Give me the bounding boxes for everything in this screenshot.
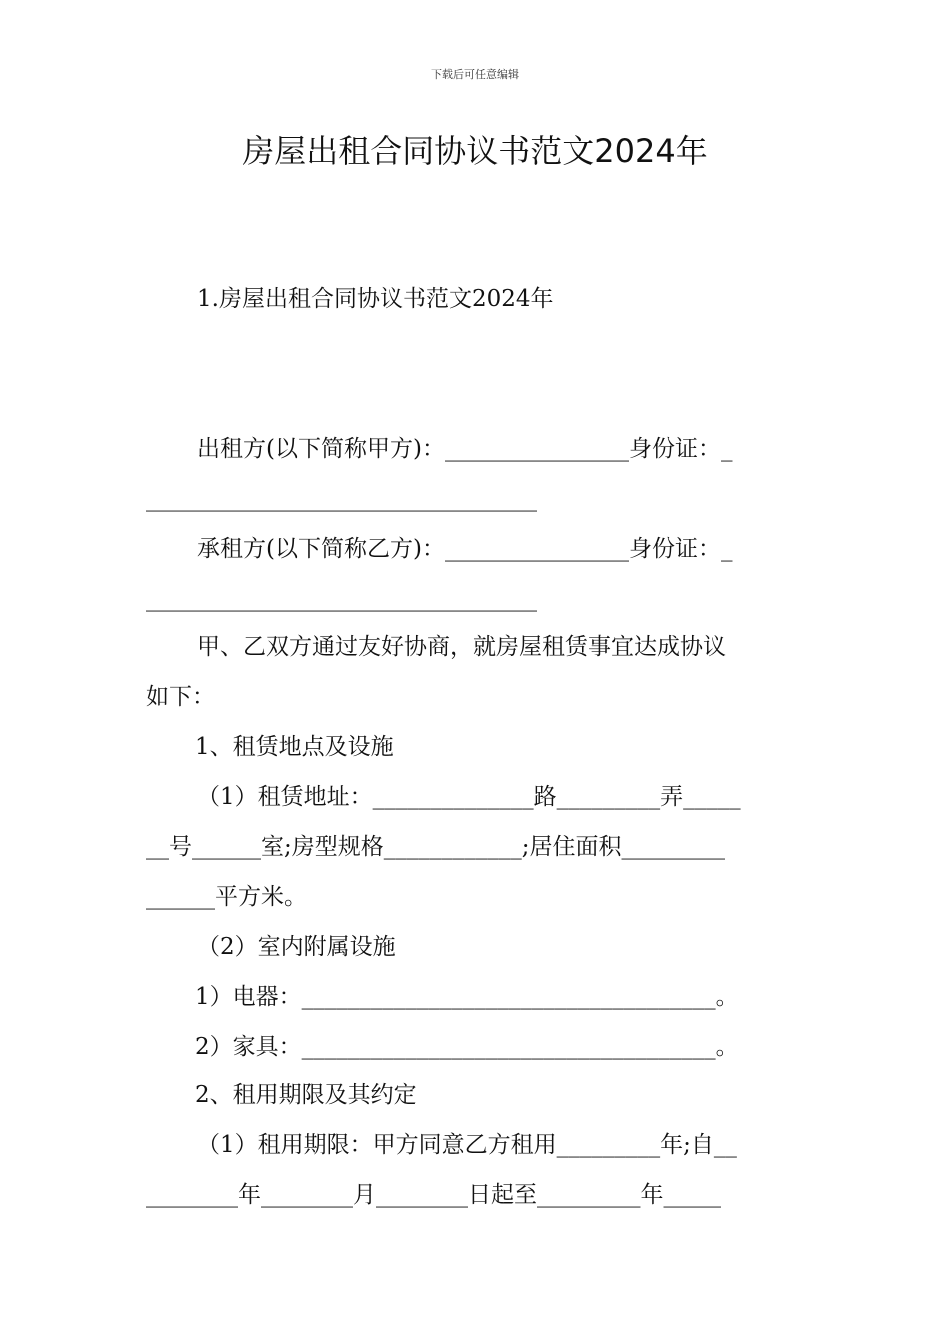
lessee-id-continuation: __________________________________ [146, 586, 537, 612]
rental-area-line: ______平方米。 [146, 884, 307, 910]
furniture-line: 2）家具：____________________________________。 [195, 1034, 739, 1060]
lessor-id-continuation: __________________________________ [146, 486, 537, 512]
lease-term-dates: ________年________月________日起至_________年_____ [146, 1182, 721, 1208]
lessee-line: 承租方(以下简称乙方)：________________身份证：_ [197, 536, 733, 562]
document-title: 房屋出租合同协议书范文2024年 [242, 132, 708, 170]
agreement-intro: 甲、乙双方通过友好协商，就房屋租赁事宜达成协议 [197, 634, 726, 660]
agreement-intro-cont: 如下： [146, 684, 215, 710]
lessor-line: 出租方(以下简称甲方)：________________身份证：_ [197, 436, 733, 462]
page-header-note: 下载后可任意编辑 [431, 68, 519, 81]
lease-term-line: （1）租用期限：甲方同意乙方租用_________年;自__ [197, 1132, 737, 1158]
section-heading: 1.房屋出租合同协议书范文2024年 [197, 286, 554, 312]
clause-2-heading: 2、租用期限及其约定 [195, 1082, 417, 1108]
rental-address-line: （1）租赁地址：______________路_________弄_____ [197, 784, 741, 810]
clause-1-heading: 1、租赁地点及设施 [195, 734, 394, 760]
rental-address-cont: __号______室;房型规格____________;居住面积_________ [146, 834, 725, 860]
facilities-heading: （2）室内附属设施 [197, 934, 396, 960]
appliances-line: 1）电器：____________________________________。 [195, 984, 739, 1010]
